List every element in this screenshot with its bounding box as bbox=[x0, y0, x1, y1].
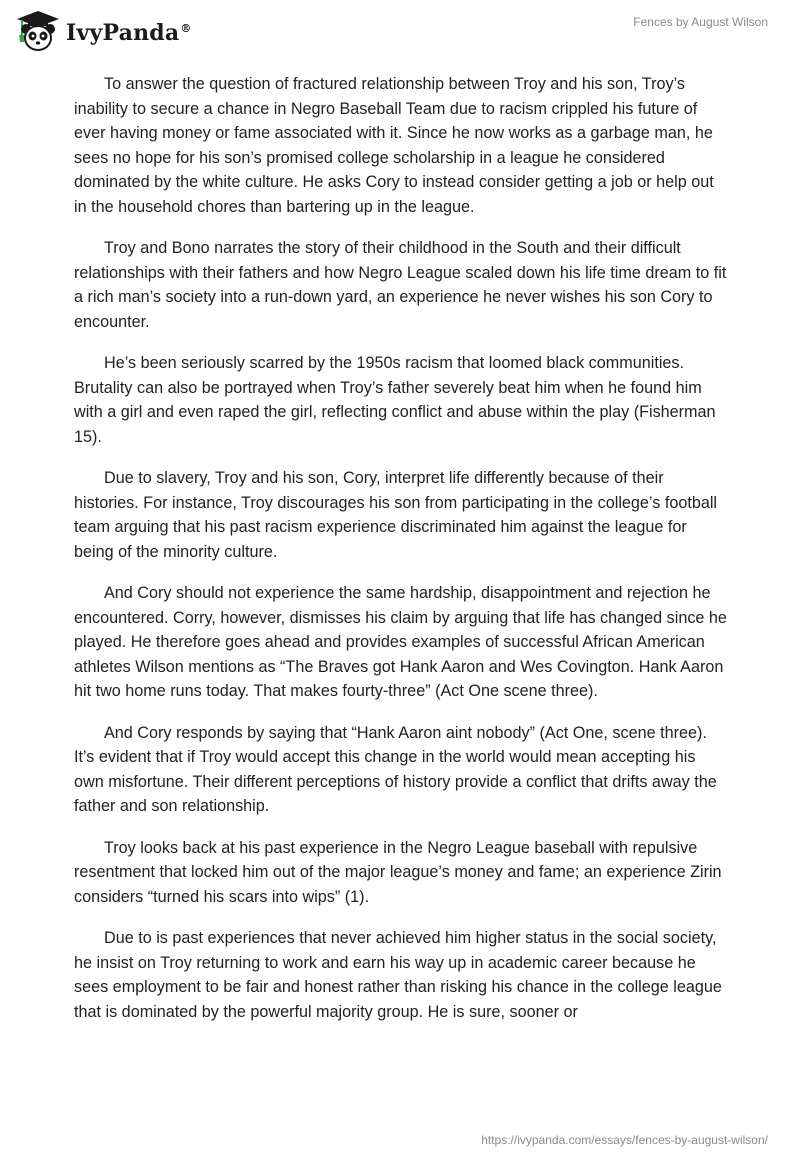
paragraph: He’s been seriously scarred by the 1950s racism that loomed black communities. Brutality can also be portrayed when Troy’s father severely beat him when he found him with a girl and even raped the girl, reflecting conflict and abuse within the play (Fisherman 15). bbox=[74, 354, 716, 446]
paragraph: And Cory should not experience the same hardship, disappointment and rejection he encountered. Corry, however, dismisses his claim by arguing that life has changed since he played. He therefore goes ahead and provides examples of successful African American athletes Wilson mentions as “The Braves got Hank Aaron and Wes Covington. Hank Aaron hit two home runs today. That makes fourty-three” (Act One scene three). bbox=[74, 584, 727, 700]
paragraph: And Cory responds by saying that “Hank Aaron aint nobody” (Act One, scene three). It’s evident that if Troy would accept this change in the world would mean accepting his own misfortune. Their different perceptions of history provide a conflict that drifts away the father and son relationship. bbox=[74, 723, 717, 815]
essay-body bbox=[74, 72, 729, 1041]
page-header bbox=[0, 0, 800, 60]
paragraph: Troy and Bono narrates the story of their childhood in the South and their difficult relationships with their fathers and how Negro League scaled down his life time dream to fit a rich man’s society into a run-down yard, an experience he never wishes his son Cory to encounter. bbox=[74, 239, 727, 331]
paragraph: Due to is past experiences that never achieved him higher status in the social society, he insist on Troy returning to work and earn his way up in academic career because he sees employment to be fair and honest rather than risking his chance in the college league that is dominated by the powerful majority group. He is sure, sooner or bbox=[74, 929, 722, 1021]
registered-mark: ® bbox=[180, 21, 192, 35]
ivypanda-logo[interactable] bbox=[14, 9, 192, 53]
document-title: Fences by August Wilson bbox=[633, 15, 768, 29]
source-url-link[interactable]: https://ivypanda.com/essays/fences-by-august-wilson/ bbox=[481, 1133, 768, 1147]
panda-graduate-icon bbox=[14, 9, 62, 53]
paragraph: To answer the question of fractured relationship between Troy and his son, Troy’s inability to secure a chance in Negro Baseball Team due to racism crippled his future of ever having money or fame associated with it. Since he now works as a garbage man, he sees no hope for his son’s promised college scholarship in a league he considered dominated by the white culture. He asks Cory to instead consider getting a job or help out in the household chores than bartering up in the league. bbox=[74, 75, 714, 216]
paragraph: Due to slavery, Troy and his son, Cory, interpret life differently because of their histories. For instance, Troy discourages his son from participating in the college’s football team arguing that his past racism experience discriminated him against the league for being of the minority culture. bbox=[74, 469, 718, 561]
logo-wordmark bbox=[66, 20, 192, 46]
paragraph: Troy looks back at his past experience in the Negro League baseball with repulsive resentment that locked him out of the major league’s money and fame; an experience Zirin considers “turned his scars into wips” (1). bbox=[74, 838, 722, 906]
logo-name: IvyPanda bbox=[66, 20, 180, 46]
